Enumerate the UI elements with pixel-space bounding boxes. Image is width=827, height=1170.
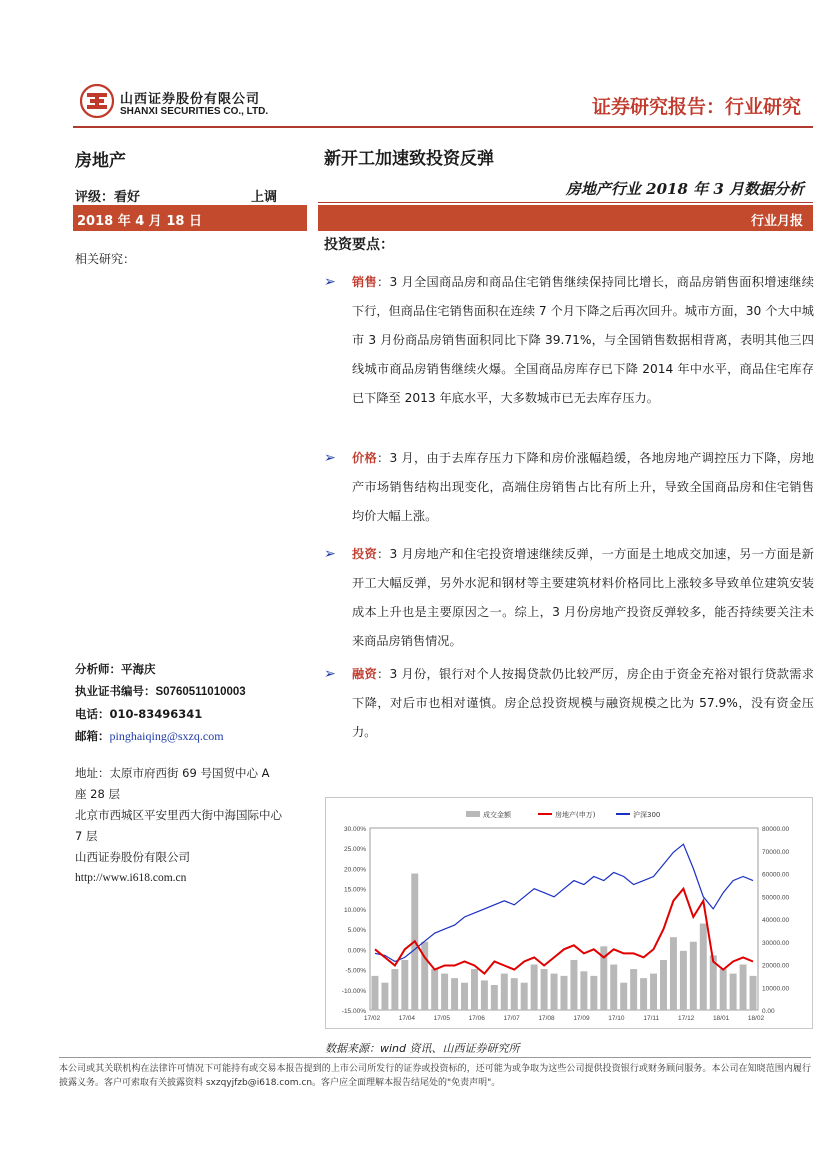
x-tick-label: 17/08 bbox=[538, 1015, 555, 1022]
volume-bar bbox=[750, 976, 757, 1010]
phone-number: 010-83496341 bbox=[109, 707, 203, 721]
email-link[interactable]: pinghaiqing@sxzq.com bbox=[109, 729, 224, 743]
sector-title: 房地产 bbox=[75, 151, 126, 171]
email-label: 邮箱： bbox=[75, 729, 110, 743]
market-chart bbox=[325, 797, 813, 1029]
key-point-financing bbox=[324, 660, 814, 747]
key-point-text: ：3 月份，银行对个人按揭贷款仍比较严厉，房企由于资金充裕对银行贷款需求下降，对后市也相对谨慎。房企总投资规模与融资规模之比为 57.9%，没有资金压力。 bbox=[352, 667, 814, 739]
analyst-info bbox=[75, 658, 310, 747]
x-tick-label: 17/11 bbox=[643, 1015, 660, 1022]
volume-bar bbox=[431, 969, 438, 1010]
x-tick-label: 17/07 bbox=[503, 1015, 520, 1022]
key-point-text: ：3 月，由于去库存压力下降和房价涨幅趋缓，各地房地产调控压力下降，房地产市场销售结构出现变化，高端住房销售占比有所上升，导致全国商品房和住宅销售均价大幅上涨。 bbox=[352, 451, 814, 523]
volume-bar bbox=[580, 971, 587, 1010]
y-right-tick-label: 50000.00 bbox=[762, 894, 790, 902]
legend-label: 沪深300 bbox=[633, 811, 661, 819]
report-headline: 新开工加速致投资反弹 bbox=[324, 149, 494, 169]
key-point-text: ：3 月全国商品房和商品住宅销售继续保持同比增长，商品房销售面积增速继续下行，但商品住宅销售面积在连续 7 个月下降之后再次回升。城市方面，30 个大中城市 3 月份商品房销售面积同比下降 39.71%，与全国销售数据相背离，表明其他三四线城市商品房销售继续火爆。全国商品房库存已下降 2014 年中水平，商品住宅库存已下降至 2013 年底水平，大多数城市已无去库存压力。 bbox=[352, 275, 814, 405]
related-research-label: 相关研究： bbox=[75, 252, 136, 266]
website-link[interactable]: http://www.i618.com.cn bbox=[75, 872, 187, 884]
volume-bar bbox=[471, 969, 478, 1010]
x-tick-label: 17/05 bbox=[433, 1015, 450, 1022]
y-right-tick-label: 60000.00 bbox=[762, 871, 790, 879]
x-tick-label: 17/09 bbox=[573, 1015, 590, 1022]
address-line: 山西证券股份有限公司 bbox=[75, 850, 190, 864]
report-subtitle: 房地产行业 2018 年 3 月数据分析 bbox=[565, 180, 804, 198]
volume-bar bbox=[730, 974, 737, 1010]
volume-bar bbox=[561, 976, 568, 1010]
volume-bar bbox=[740, 965, 747, 1011]
rating-label: 评级：看好 bbox=[75, 190, 141, 205]
key-point-keyword: 价格 bbox=[352, 451, 378, 465]
company-name-cn: 山西证券股份有限公司 bbox=[120, 92, 261, 107]
company-name-en: SHANXI SECURITIES CO., LTD. bbox=[120, 106, 269, 117]
company-logo-icon bbox=[80, 84, 114, 118]
address-line: 座 28 层 bbox=[75, 787, 120, 801]
x-tick-label: 17/02 bbox=[363, 1015, 381, 1022]
volume-bar bbox=[511, 978, 518, 1010]
arrow-bullet-icon: ➢ bbox=[324, 546, 336, 562]
y-right-tick-label: 10000.00 bbox=[762, 985, 790, 993]
y-right-tick-label: 80000.00 bbox=[762, 826, 790, 833]
volume-bar bbox=[501, 974, 508, 1010]
arrow-bullet-icon: ➢ bbox=[324, 666, 336, 682]
key-point-price bbox=[324, 444, 814, 531]
address-line: 北京市西城区平安里西大街中海国际中心 bbox=[75, 808, 282, 822]
volume-bar bbox=[391, 969, 398, 1010]
key-points-title: 投资要点： bbox=[324, 237, 394, 253]
volume-bar bbox=[590, 976, 597, 1010]
volume-bar bbox=[670, 937, 677, 1010]
y-left-tick-label: 25.00% bbox=[343, 846, 366, 854]
volume-bar bbox=[451, 978, 458, 1010]
x-tick-label: 17/10 bbox=[608, 1015, 625, 1022]
legend-swatch bbox=[466, 811, 480, 817]
y-right-tick-label: 20000.00 bbox=[762, 962, 790, 970]
volume-bar bbox=[690, 942, 697, 1010]
y-left-tick-label: 10.00% bbox=[343, 906, 366, 914]
x-tick-label: 18/02 bbox=[747, 1015, 765, 1022]
arrow-bullet-icon: ➢ bbox=[324, 274, 336, 290]
y-left-tick-label: 15.00% bbox=[343, 886, 366, 894]
address-line: 地址：太原市府西街 69 号国贸中心 A bbox=[75, 766, 270, 780]
key-point-investment bbox=[324, 540, 814, 656]
y-right-tick-label: 0.00 bbox=[762, 1008, 775, 1015]
volume-bar bbox=[491, 985, 498, 1010]
analyst-name: 平海庆 bbox=[121, 662, 156, 676]
volume-bar bbox=[700, 924, 707, 1010]
volume-bar bbox=[620, 983, 627, 1010]
key-point-keyword: 投资 bbox=[352, 547, 378, 561]
key-point-keyword: 销售 bbox=[352, 275, 378, 289]
rating-row bbox=[75, 186, 305, 205]
cert-label: 执业证书编号： bbox=[75, 684, 156, 698]
subtitle-divider bbox=[318, 202, 813, 203]
y-right-tick-label: 40000.00 bbox=[762, 917, 790, 924]
report-type-title: 证券研究报告：行业研究 bbox=[591, 96, 801, 118]
y-right-tick-label: 70000.00 bbox=[762, 848, 790, 856]
volume-bar bbox=[381, 983, 388, 1010]
footer-divider bbox=[59, 1057, 811, 1058]
legend-label: 成交金额 bbox=[483, 811, 511, 819]
volume-bar bbox=[481, 980, 488, 1010]
y-right-tick-label: 30000.00 bbox=[762, 939, 790, 947]
volume-bar bbox=[541, 969, 548, 1010]
y-left-tick-label: -10.00% bbox=[341, 987, 366, 995]
key-point-text: ：3 月房地产和住宅投资增速继续反弹，一方面是土地成交加速，另一方面是新开工大幅反弹，另外水泥和钢材等主要建筑材料价格同比上涨较多导致单位建筑安装成本上升也是主要原因之一。综上，3 月份房地产投资反弹较多，能否持续要关注未来商品房销售情况。 bbox=[352, 547, 814, 648]
volume-bar bbox=[610, 965, 617, 1011]
analyst-label: 分析师： bbox=[75, 662, 121, 676]
rating-change: 上调 bbox=[251, 190, 278, 205]
report-category: 行业月报 bbox=[318, 205, 813, 231]
volume-bar bbox=[640, 978, 647, 1010]
phone-label: 电话： bbox=[75, 707, 110, 721]
y-left-tick-label: -15.00% bbox=[341, 1008, 366, 1015]
key-point-sales bbox=[324, 268, 814, 413]
volume-bar bbox=[401, 960, 408, 1010]
address-line: 7 层 bbox=[75, 829, 98, 843]
footer-disclaimer: 本公司或其关联机构在法律许可情况下可能持有或交易本报告提到的上市公司所发行的证券或投资标的，还可能为或争取为这些公司提供投资银行或财务顾问服务。本公司在知晓范围内履行披露义务。客户可索取有关披露资料 sxzqyjfzb@i618.com.cn。客户应全面理解本报告结尾处的"免责声明"。 bbox=[59, 1064, 811, 1088]
legend-label: 房地产(申万) bbox=[555, 811, 596, 819]
y-left-tick-label: 0.00% bbox=[347, 947, 366, 955]
x-tick-label: 18/01 bbox=[712, 1015, 730, 1022]
volume-bar bbox=[461, 983, 468, 1010]
cert-number: S0760511010003 bbox=[155, 686, 246, 698]
chart-source: 数据来源：wind 资讯、山西证券研究所 bbox=[325, 1042, 520, 1055]
header-divider bbox=[73, 126, 813, 128]
volume-bar bbox=[660, 960, 667, 1010]
y-left-tick-label: 30.00% bbox=[343, 826, 366, 833]
volume-bar bbox=[650, 974, 657, 1010]
volume-bar bbox=[630, 969, 637, 1010]
x-tick-label: 17/06 bbox=[468, 1015, 485, 1022]
x-tick-label: 17/12 bbox=[678, 1015, 695, 1022]
report-date: 2018 年 4 月 18 日 bbox=[73, 205, 307, 231]
volume-bar bbox=[720, 969, 727, 1010]
volume-bar bbox=[371, 976, 378, 1010]
y-left-tick-label: 20.00% bbox=[343, 866, 366, 874]
address-info bbox=[75, 763, 315, 889]
volume-bar bbox=[680, 951, 687, 1010]
x-tick-label: 17/04 bbox=[398, 1015, 416, 1022]
market-chart-svg bbox=[326, 798, 812, 1028]
volume-bar bbox=[570, 960, 577, 1010]
volume-bar bbox=[521, 983, 528, 1010]
y-left-tick-label: 5.00% bbox=[347, 927, 366, 935]
volume-bar bbox=[551, 974, 558, 1010]
volume-bar bbox=[531, 965, 538, 1011]
key-point-keyword: 融资 bbox=[352, 667, 378, 681]
y-left-tick-label: -5.00% bbox=[345, 967, 366, 975]
volume-bar bbox=[441, 974, 448, 1010]
arrow-bullet-icon: ➢ bbox=[324, 450, 336, 466]
